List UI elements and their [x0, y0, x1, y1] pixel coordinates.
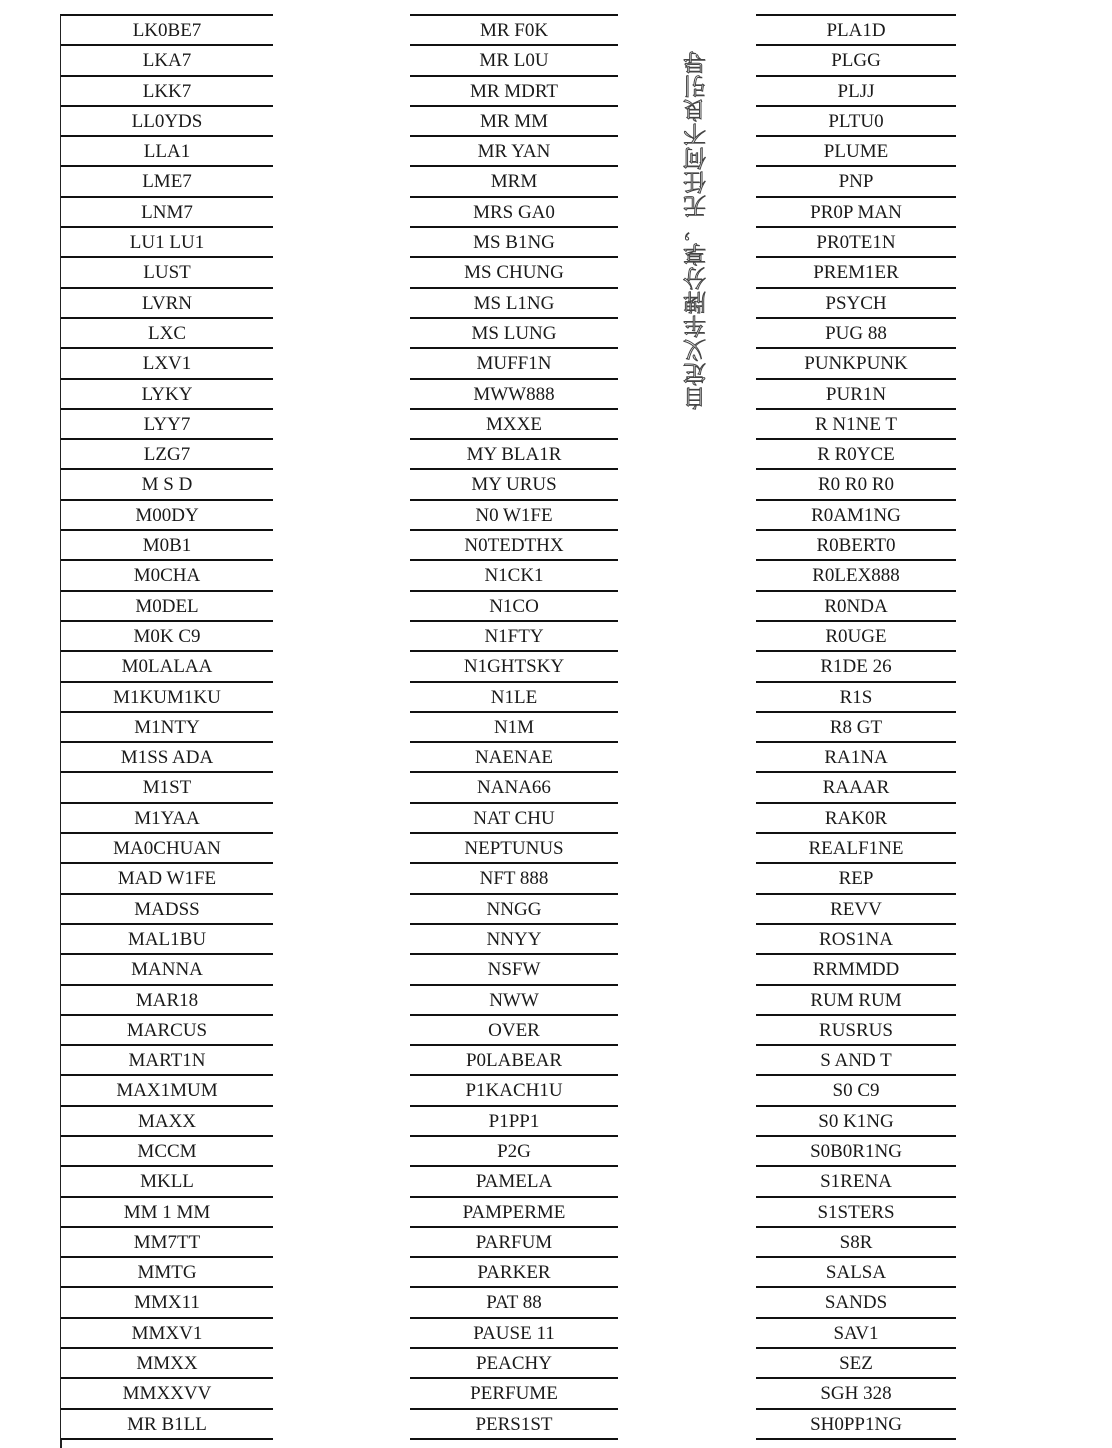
plate-cell: RUM RUM — [756, 986, 956, 1016]
plate-cell: R N1NE T — [756, 410, 956, 440]
plate-cell: N1CO — [410, 592, 618, 622]
plate-cell: PUG 88 — [756, 319, 956, 349]
plate-cell: MR B1LL — [61, 1410, 273, 1440]
plate-cell: NSFW — [410, 955, 618, 985]
plate-cell: M1ST — [61, 773, 273, 803]
plate-cell: PR0P MAN — [756, 198, 956, 228]
watermark-text: 自定义车牌分享，无任何不良引导 — [684, 50, 710, 410]
plate-cell: NNYY — [410, 925, 618, 955]
plate-cell: MR MDRT — [410, 77, 618, 107]
plate-cell: LLA1 — [61, 137, 273, 167]
plate-cell: S8R — [756, 1228, 956, 1258]
plate-cell: NNGG — [410, 895, 618, 925]
plate-cell: N1GHTSKY — [410, 652, 618, 682]
plate-cell: PLGG — [756, 46, 956, 76]
plate-cell: P0LABEAR — [410, 1046, 618, 1076]
plate-cell: N1M — [410, 713, 618, 743]
plate-cell: R0LEX888 — [756, 561, 956, 591]
plate-cell: S1RENA — [756, 1167, 956, 1197]
plate-cell: SEZ — [756, 1349, 956, 1379]
plate-cell: MXXE — [410, 410, 618, 440]
plate-cell: MADSS — [61, 895, 273, 925]
plate-cell: SAV1 — [756, 1319, 956, 1349]
plate-cell: M1SS ADA — [61, 743, 273, 773]
plate-cell: MM 1 MM — [61, 1198, 273, 1228]
plate-cell: MA0CHUAN — [61, 834, 273, 864]
plate-cell: PEACHY — [410, 1349, 618, 1379]
plate-cell: MY BLA1R — [410, 440, 618, 470]
plate-cell: ROS1NA — [756, 925, 956, 955]
plate-cell: MMXV1 — [61, 1319, 273, 1349]
plate-cell: P1PP1 — [410, 1107, 618, 1137]
plate-cell: MS CHUNG — [410, 258, 618, 288]
plate-cell: PNP — [756, 167, 956, 197]
plate-cell: M0B1 — [61, 531, 273, 561]
plate-cell: PAUSE 11 — [410, 1319, 618, 1349]
plate-cell: P2G — [410, 1137, 618, 1167]
plate-cell: PARKER — [410, 1258, 618, 1288]
plate-cell: R0AM1NG — [756, 501, 956, 531]
plate-cell: M1YAA — [61, 804, 273, 834]
plate-cell: MS L1NG — [410, 289, 618, 319]
plate-cell: LUST — [61, 258, 273, 288]
plate-cell: PAT 88 — [410, 1288, 618, 1318]
plate-cell: R0UGE — [756, 622, 956, 652]
plate-cell: R R0YCE — [756, 440, 956, 470]
plate-column-3 — [756, 14, 956, 1440]
plate-cell: LK0BE7 — [61, 16, 273, 46]
plate-cell: PREM1ER — [756, 258, 956, 288]
plate-cell: MR YAN — [410, 137, 618, 167]
plate-cell: MMXXVV — [61, 1379, 273, 1409]
plate-cell: LXC — [61, 319, 273, 349]
plate-cell: R0BERT0 — [756, 531, 956, 561]
plate-cell: M00DY — [61, 501, 273, 531]
plate-cell: MWW888 — [410, 380, 618, 410]
plate-cell: PUNKPUNK — [756, 349, 956, 379]
plate-cell: N1FTY — [410, 622, 618, 652]
plate-cell: M0LALAA — [61, 652, 273, 682]
plate-cell: MAL1BU — [61, 925, 273, 955]
plate-cell: REALF1NE — [756, 834, 956, 864]
plate-cell: MRS GA0 — [410, 198, 618, 228]
plate-cell: S0 K1NG — [756, 1107, 956, 1137]
plate-cell: PAMPERME — [410, 1198, 618, 1228]
plate-cell: M0CHA — [61, 561, 273, 591]
plate-cell: RUSRUS — [756, 1016, 956, 1046]
plate-cell: MMXX — [61, 1349, 273, 1379]
plate-column-2 — [410, 14, 618, 1440]
plate-cell: MANNA — [61, 955, 273, 985]
plate-cell: SGH 328 — [756, 1379, 956, 1409]
plate-cell: MAXX — [61, 1107, 273, 1137]
plate-cell: PR0TE1N — [756, 228, 956, 258]
plate-cell: PUR1N — [756, 380, 956, 410]
plate-cell: NEPTUNUS — [410, 834, 618, 864]
plate-cell: LXV1 — [61, 349, 273, 379]
plate-cell: RA1NA — [756, 743, 956, 773]
plate-cell: LL0YDS — [61, 107, 273, 137]
plate-cell: M0DEL — [61, 592, 273, 622]
plate-cell: M0K C9 — [61, 622, 273, 652]
plate-cell: N0 W1FE — [410, 501, 618, 531]
plate-cell: LYKY — [61, 380, 273, 410]
plate-cell: N1LE — [410, 683, 618, 713]
plate-cell: SALSA — [756, 1258, 956, 1288]
plate-cell: MAR18 — [61, 986, 273, 1016]
plate-cell: S0 C9 — [756, 1076, 956, 1106]
plate-cell: LKA7 — [61, 46, 273, 76]
plate-cell: OVER — [410, 1016, 618, 1046]
plate-cell: R8 GT — [756, 713, 956, 743]
plate-cell: RAK0R — [756, 804, 956, 834]
plate-cell: R1DE 26 — [756, 652, 956, 682]
plate-cell: SANDS — [756, 1288, 956, 1318]
plate-cell: MR F0K — [410, 16, 618, 46]
plate-cell: MMX11 — [61, 1288, 273, 1318]
plate-cell: NWW — [410, 986, 618, 1016]
plate-cell: PAMELA — [410, 1167, 618, 1197]
plate-cell: RRMMDD — [756, 955, 956, 985]
plate-cell: N1CK1 — [410, 561, 618, 591]
plate-cell: REP — [756, 864, 956, 894]
plate-cell: M1NTY — [61, 713, 273, 743]
plate-cell: NFT 888 — [410, 864, 618, 894]
plate-cell: N0TEDTHX — [410, 531, 618, 561]
plate-cell: MAD W1FE — [61, 864, 273, 894]
plate-cell: P1KACH1U — [410, 1076, 618, 1106]
plate-cell: SH0PP1NG — [756, 1410, 956, 1440]
plate-cell: MS B1NG — [410, 228, 618, 258]
plate-cell: NAENAE — [410, 743, 618, 773]
plate-cell: S1STERS — [756, 1198, 956, 1228]
plate-cell: PLJJ — [756, 77, 956, 107]
plate-cell: MAX1MUM — [61, 1076, 273, 1106]
plate-column-1 — [60, 14, 273, 1440]
plate-cell: LKK7 — [61, 77, 273, 107]
plate-cell: LU1 LU1 — [61, 228, 273, 258]
plate-cell: MM7TT — [61, 1228, 273, 1258]
plate-cell: MMTG — [61, 1258, 273, 1288]
plate-cell: LME7 — [61, 167, 273, 197]
plate-cell: PLA1D — [756, 16, 956, 46]
plate-cell: RAAAR — [756, 773, 956, 803]
plate-cell: NANA66 — [410, 773, 618, 803]
plate-cell: PLTU0 — [756, 107, 956, 137]
plate-cell: S AND T — [756, 1046, 956, 1076]
plate-cell: R0 R0 R0 — [756, 470, 956, 500]
plate-cell: MUFF1N — [410, 349, 618, 379]
plate-cell: MART1N — [61, 1046, 273, 1076]
plate-cell: REVV — [756, 895, 956, 925]
plate-cell: PERS1ST — [410, 1410, 618, 1440]
plate-cell: PERFUME — [410, 1379, 618, 1409]
plate-cell: R1S — [756, 683, 956, 713]
left-border-rule — [60, 1440, 62, 1448]
plate-cell: MR MM — [410, 107, 618, 137]
plate-cell: PARFUM — [410, 1228, 618, 1258]
plate-cell: NAT CHU — [410, 804, 618, 834]
plate-cell: LVRN — [61, 289, 273, 319]
plate-cell: PSYCH — [756, 289, 956, 319]
plate-cell: LNM7 — [61, 198, 273, 228]
plate-cell: PLUME — [756, 137, 956, 167]
plate-cell: S0B0R1NG — [756, 1137, 956, 1167]
plate-cell: MR L0U — [410, 46, 618, 76]
plate-cell: M S D — [61, 470, 273, 500]
plate-cell: R0NDA — [756, 592, 956, 622]
plate-cell: MARCUS — [61, 1016, 273, 1046]
plate-cell: LYY7 — [61, 410, 273, 440]
plate-cell: MCCM — [61, 1137, 273, 1167]
plate-cell: MRM — [410, 167, 618, 197]
plate-cell: MKLL — [61, 1167, 273, 1197]
plate-cell: M1KUM1KU — [61, 683, 273, 713]
plate-cell: LZG7 — [61, 440, 273, 470]
plate-cell: MY URUS — [410, 470, 618, 500]
plate-cell: MS LUNG — [410, 319, 618, 349]
